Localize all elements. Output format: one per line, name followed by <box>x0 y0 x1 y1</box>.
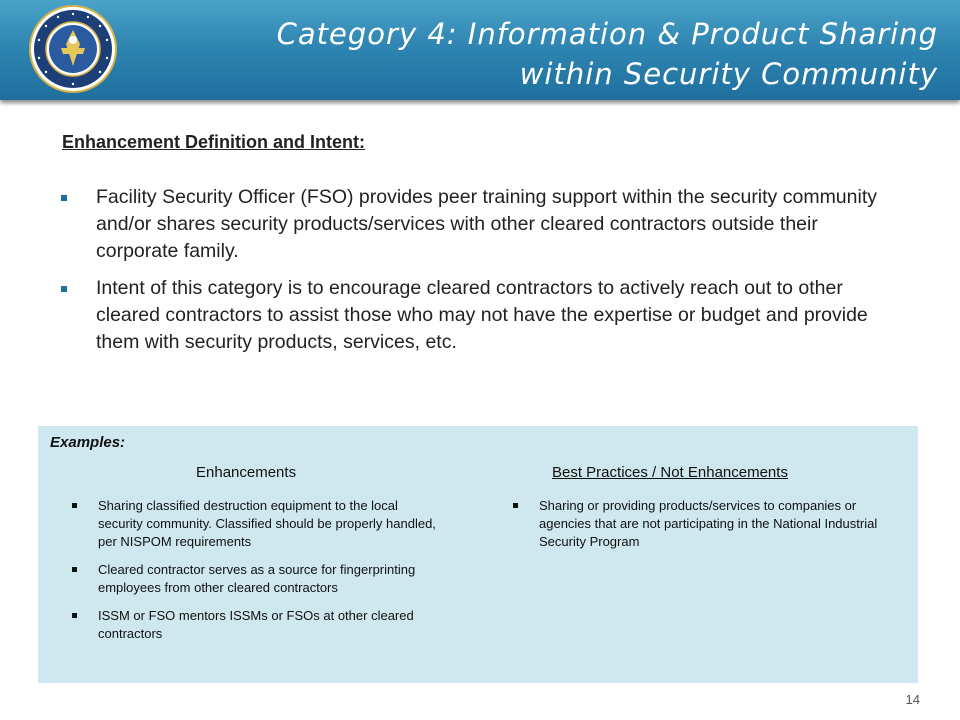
list-item <box>66 497 446 551</box>
list-item <box>66 607 446 643</box>
bullet-square-icon <box>72 503 77 508</box>
bullet-square-icon <box>72 613 77 618</box>
definition-heading: Enhancement Definition and Intent: <box>62 132 366 152</box>
definition-bullet-list <box>58 184 898 366</box>
bullet-square-icon <box>72 567 77 572</box>
definition-bullet-text: Facility Security Officer (FSO) provides peer training support within the security community and/or shares security products/services with other cleared contractors outside their corporate family. <box>96 186 877 262</box>
slide-title <box>178 14 938 94</box>
definition-bullet <box>58 184 898 265</box>
enhancement-text: Sharing classified destruction equipment to the local security community. Classified should be properly handled, per NISPOM requirements <box>98 498 436 549</box>
bullet-square-icon <box>513 503 518 508</box>
examples-panel <box>38 426 918 683</box>
enhancements-heading: Enhancements <box>196 464 297 481</box>
enhancement-text: Cleared contractor serves as a source for fingerprinting employees from other cleared contractors <box>98 562 416 595</box>
enhancements-list <box>66 497 446 653</box>
bullet-square-icon <box>61 195 67 201</box>
dss-seal-logo <box>28 4 118 94</box>
best-practice-text: Sharing or providing products/services to companies or agencies that are not participating in the National Industrial Security Program <box>539 498 878 549</box>
best-practices-heading: Best Practices / Not Enhancements <box>552 464 788 481</box>
examples-label: Examples: <box>50 434 126 451</box>
slide-title-line-1: Category 4: Information & Product Sharing <box>276 17 938 51</box>
list-item <box>66 561 446 597</box>
enhancement-text: ISSM or FSO mentors ISSMs or FSOs at other cleared contractors <box>98 608 414 641</box>
best-practices-list <box>507 497 887 561</box>
bullet-square-icon <box>61 286 67 292</box>
slide-header <box>0 0 960 100</box>
list-item <box>507 497 887 551</box>
page-number: 14 <box>905 692 920 707</box>
definition-bullet-text: Intent of this category is to encourage cleared contractors to actively reach out to other cleared contractors to assist those who may not have the expertise or budget and provide them with security products, services, etc. <box>96 277 868 353</box>
slide-title-line-2: within Security Community <box>519 57 938 91</box>
definition-bullet <box>58 275 898 356</box>
